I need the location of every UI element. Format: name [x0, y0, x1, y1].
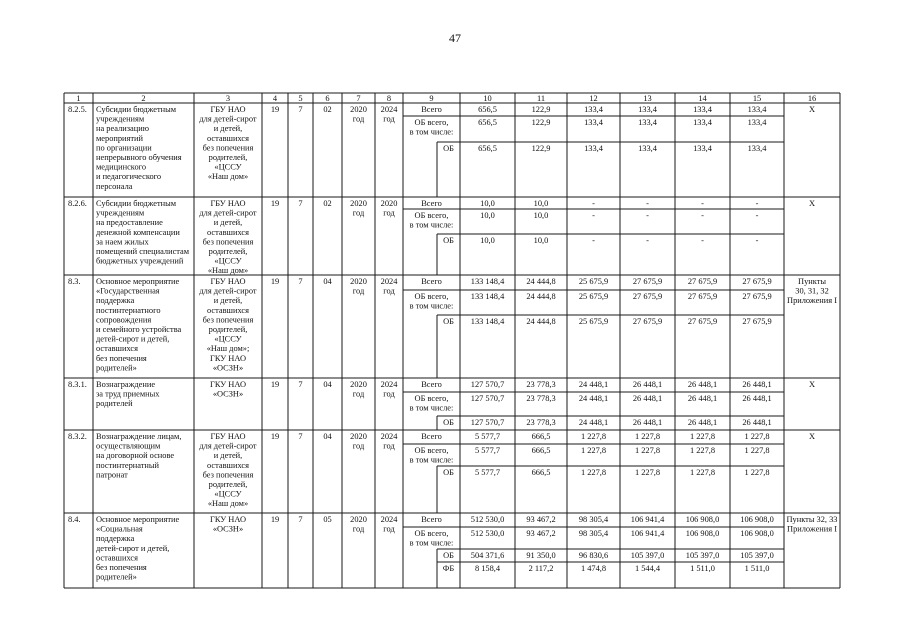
funding-value: 122,9: [531, 118, 551, 127]
funding-value: 8 158,4: [474, 564, 501, 573]
row-end-year: год: [383, 389, 395, 399]
row-name: поддержка: [96, 296, 135, 306]
funding-label: в том числе:: [409, 220, 454, 230]
funding-value: 105 397,0: [630, 551, 665, 560]
column-number-header: 6: [325, 94, 330, 103]
funding-value: 26 448,1: [687, 418, 718, 427]
funding-label: Всего: [421, 515, 442, 524]
row-executor: для детей-сирот: [199, 286, 257, 296]
row-start-year: год: [352, 114, 365, 124]
row-name: Вознаграждение лицам,: [96, 432, 182, 441]
funding-value: 10,0: [533, 211, 549, 220]
funding-value: 133,4: [693, 105, 712, 114]
funding-value: 122,9: [531, 144, 551, 153]
row-col6: 04: [323, 277, 332, 286]
column-number-header: 9: [429, 94, 434, 103]
row-start-year: год: [352, 441, 365, 451]
funding-value: 24 448,1: [578, 394, 609, 403]
funding-value: -: [701, 236, 704, 245]
row-name: детей-сирот и детей,: [96, 543, 170, 553]
row-col6: 04: [323, 432, 332, 441]
funding-label: Всего: [421, 380, 442, 389]
row-name: по организации: [96, 143, 152, 153]
funding-value: 1 511,0: [690, 564, 715, 573]
funding-value: 133,4: [747, 105, 767, 114]
funding-value: 1 227,8: [744, 432, 770, 441]
column-number-header: 5: [298, 94, 303, 103]
funding-value: 1 227,8: [580, 446, 607, 455]
row-name: без попечения: [96, 353, 147, 363]
row-executor: «ОСЗН»: [212, 363, 244, 373]
row-col4: 19: [270, 199, 280, 208]
funding-value: 133,4: [638, 105, 657, 114]
row-name: Вознаграждение: [96, 380, 156, 389]
funding-label: ОБ: [443, 317, 454, 326]
row-executor: «Наш дом»: [207, 499, 249, 509]
row-end-year: 2024: [380, 380, 398, 389]
funding-value: 127 570,7: [470, 380, 505, 389]
row-note: Х: [808, 105, 816, 114]
funding-value: 24 444,8: [526, 277, 556, 286]
row-name: Основное мероприятие: [96, 277, 180, 286]
funding-value: 1 227,8: [689, 468, 716, 477]
funding-value: -: [646, 211, 649, 220]
column-number-header: 11: [536, 94, 546, 103]
funding-value: 27 675,9: [687, 292, 718, 301]
row-executor: родителей,: [208, 480, 248, 489]
funding-value: 512 530,0: [470, 515, 505, 524]
funding-value: 24 444,8: [526, 317, 556, 326]
funding-value: 666,5: [531, 446, 551, 455]
funding-value: -: [592, 211, 595, 220]
funding-value: 1 227,8: [634, 432, 661, 441]
row-executor: без попечения: [202, 237, 254, 247]
row-col4: 19: [270, 105, 280, 114]
funding-value: 23 778,3: [526, 380, 556, 389]
row-end-year: год: [383, 524, 395, 534]
funding-label: в том числе:: [409, 403, 454, 413]
row-name: родителей»: [96, 572, 137, 582]
column-number-header: 2: [141, 94, 146, 103]
row-col5: 7: [298, 105, 303, 114]
row-col5: 7: [298, 432, 303, 441]
funding-value: -: [701, 199, 704, 208]
row-note: Х: [808, 432, 816, 441]
row-name: постинтернатного: [96, 305, 161, 315]
funding-value: 1 474,8: [580, 564, 607, 573]
funding-value: 133,4: [584, 118, 603, 127]
row-name: за труд приемных: [96, 389, 160, 399]
table-grid: [64, 93, 840, 588]
table-cells: [68, 94, 838, 582]
funding-value: 98 305,4: [578, 515, 609, 524]
row-name: оставшихся: [96, 553, 138, 563]
row-name: родителей»: [96, 363, 137, 373]
funding-label: ОБ всего,: [414, 211, 449, 220]
row-executor: для детей-сирот: [199, 441, 257, 451]
column-number-header: 16: [807, 94, 817, 103]
funding-value: 25 675,9: [578, 277, 609, 286]
funding-value: 24 444,8: [526, 292, 556, 301]
row-name: детей-сирот и детей,: [96, 334, 170, 344]
row-col5: 7: [298, 199, 303, 208]
funding-value: 1 544,4: [634, 564, 661, 573]
funding-value: 133 148,4: [470, 317, 505, 326]
funding-value: 27 675,9: [687, 317, 718, 326]
funding-value: -: [592, 199, 595, 208]
funding-value: 93 467,2: [526, 515, 556, 524]
row-name: учреждениям: [96, 114, 145, 124]
funding-value: 27 675,9: [742, 292, 772, 301]
funding-value: 26 448,1: [632, 394, 663, 403]
funding-value: 133,4: [638, 144, 657, 153]
funding-value: 504 371,6: [470, 551, 505, 560]
column-number-header: 15: [752, 94, 762, 103]
funding-value: 106 908,0: [685, 515, 720, 524]
row-executor: родителей,: [208, 247, 248, 256]
row-end-year: год: [383, 114, 395, 124]
funding-value: 1 511,0: [744, 564, 770, 573]
row-start-year: год: [352, 389, 365, 399]
row-start-year: 2020: [350, 199, 367, 208]
row-executor: «ЦССУ: [214, 256, 242, 266]
column-number-header: 8: [386, 94, 392, 103]
funding-value: 133,4: [693, 144, 712, 153]
row-note: Приложения I: [787, 524, 837, 534]
row-name: оставшихся: [96, 344, 138, 354]
row-end-year: 2024: [380, 432, 398, 441]
funding-value: 133,4: [747, 144, 767, 153]
funding-label: ОБ всего,: [414, 292, 449, 301]
row-end-year: 2020: [380, 199, 398, 208]
row-executor: без попечения: [202, 143, 254, 153]
funding-label: ОБ всего,: [414, 529, 449, 538]
column-number-header: 10: [483, 94, 492, 103]
funding-label: в том числе:: [409, 301, 454, 311]
row-name: осуществляющим: [96, 441, 161, 451]
funding-value: 10,0: [480, 199, 495, 208]
row-end-year: 2024: [380, 515, 398, 524]
funding-label: ОБ всего,: [414, 118, 449, 127]
row-executor: и детей,: [213, 124, 243, 134]
row-name: учреждениям: [96, 208, 145, 218]
funding-value: 27 675,9: [632, 277, 663, 286]
funding-value: 106 908,0: [685, 529, 720, 538]
column-number-header: 7: [356, 94, 361, 103]
funding-value: 105 397,0: [685, 551, 720, 560]
funding-value: 512 530,0: [470, 529, 505, 538]
funding-value: 10,0: [480, 211, 495, 220]
row-executor: родителей,: [208, 153, 248, 162]
row-name: Основное мероприятие: [96, 515, 180, 524]
funding-value: 26 448,1: [742, 394, 772, 403]
funding-value: 5 577,7: [474, 446, 501, 455]
row-note: 30, 31, 32: [795, 286, 829, 296]
funding-value: 23 778,3: [526, 418, 556, 427]
row-col4: 19: [270, 515, 280, 524]
funding-value: 26 448,1: [687, 394, 718, 403]
row-executor: ГБУ НАО: [210, 432, 246, 441]
row-code: 8.4.: [68, 515, 81, 524]
funding-value: 93 467,2: [526, 529, 556, 538]
row-name: Субсидии бюджетным: [96, 199, 177, 208]
row-executor: оставшихся: [207, 133, 249, 143]
row-executor: «ОСЗН»: [212, 524, 244, 534]
column-number-header: 13: [643, 94, 652, 103]
column-number-header: 12: [589, 94, 598, 103]
funding-value: 24 448,1: [578, 418, 609, 427]
funding-value: 10,0: [533, 199, 549, 208]
row-col5: 7: [298, 380, 303, 389]
funding-label: Всего: [421, 277, 442, 286]
row-note: Пункты 32, 33: [786, 515, 838, 524]
funding-value: 10,0: [533, 236, 549, 245]
funding-label: в том числе:: [409, 455, 454, 465]
funding-label: ОБ: [443, 468, 454, 477]
row-end-year: год: [383, 441, 395, 451]
row-executor: «ОСЗН»: [212, 389, 244, 399]
funding-value: 91 350,0: [526, 551, 556, 560]
funding-value: -: [592, 236, 595, 245]
row-executor: «Наш дом»;: [206, 344, 250, 354]
row-start-year: 2020: [350, 277, 367, 286]
funding-value: 27 675,9: [742, 317, 772, 326]
row-name: постинтернатный: [96, 460, 160, 470]
row-name: бюджетных учреждений: [96, 256, 184, 266]
row-executor: родителей,: [208, 325, 248, 334]
row-name: «Государственная: [96, 286, 160, 296]
row-col4: 19: [270, 380, 280, 389]
funding-value: 25 675,9: [578, 292, 609, 301]
row-col6: 04: [323, 380, 332, 389]
row-col5: 7: [298, 277, 303, 286]
funding-value: 656,5: [478, 118, 497, 127]
funding-value: 27 675,9: [632, 292, 663, 301]
row-col6: 02: [323, 199, 332, 208]
row-name: «Социальная: [96, 524, 143, 534]
funding-value: 656,5: [478, 105, 497, 114]
row-col6: 05: [323, 515, 332, 524]
funding-value: -: [646, 199, 649, 208]
funding-value: 1 227,8: [580, 432, 607, 441]
funding-value: 2 117,2: [528, 564, 554, 573]
funding-value: 26 448,1: [632, 418, 663, 427]
row-name: денежной компенсации: [96, 227, 180, 237]
row-executor: без попечения: [202, 315, 254, 325]
row-start-year: год: [352, 208, 365, 218]
column-number-header: 14: [698, 94, 707, 103]
funding-value: 27 675,9: [742, 277, 772, 286]
row-name: помещений специалистам: [96, 247, 190, 256]
row-start-year: 2020: [350, 515, 367, 524]
funding-value: 1 227,8: [744, 446, 770, 455]
funding-value: 133 148,4: [470, 292, 505, 301]
row-executor: и детей,: [213, 296, 243, 306]
funding-value: 24 448,1: [578, 380, 609, 389]
funding-value: 127 570,7: [470, 418, 505, 427]
funding-value: 26 448,1: [632, 380, 663, 389]
row-name: мероприятий: [96, 133, 144, 143]
funding-value: 1 227,8: [689, 446, 716, 455]
funding-label: Всего: [421, 105, 442, 114]
funding-value: 122,9: [531, 105, 551, 114]
row-start-year: 2020: [350, 380, 367, 389]
row-name: персонала: [96, 181, 133, 191]
row-note: Пункты: [798, 277, 826, 286]
row-executor: и детей,: [213, 451, 243, 461]
row-executor: ГКУ НАО: [209, 353, 247, 363]
row-name: на договорной основе: [96, 451, 175, 461]
row-note: Х: [808, 199, 816, 208]
row-name: непрерывного обучения: [96, 153, 182, 162]
row-executor: и детей,: [213, 218, 243, 228]
row-name: сопровождения: [96, 315, 152, 325]
funding-value: 26 448,1: [687, 380, 718, 389]
funding-value: 656,5: [478, 144, 497, 153]
row-name: Субсидии бюджетным: [96, 105, 177, 114]
funding-value: 106 941,4: [630, 515, 665, 524]
page-number: 47: [449, 31, 461, 45]
row-end-year: год: [383, 208, 395, 218]
funding-value: 23 778,3: [526, 394, 556, 403]
funding-label: ОБ: [443, 144, 454, 153]
funding-value: 1 227,8: [689, 432, 716, 441]
row-start-year: год: [352, 286, 365, 296]
row-executor: ГБУ НАО: [210, 277, 246, 286]
row-end-year: 2024: [380, 105, 398, 114]
funding-value: 133,4: [638, 118, 657, 127]
row-name: поддержка: [96, 534, 135, 544]
row-name: на предоставление: [96, 218, 163, 228]
funding-value: 5 577,7: [474, 432, 501, 441]
row-executor: для детей-сирот: [199, 208, 257, 218]
funding-value: 98 305,4: [578, 529, 609, 538]
row-code: 8.3.: [68, 277, 81, 286]
funding-value: 133,4: [584, 144, 603, 153]
funding-value: 1 227,8: [744, 468, 770, 477]
row-name: на реализацию: [96, 124, 149, 134]
funding-value: 27 675,9: [632, 317, 663, 326]
row-executor: оставшихся: [207, 227, 249, 237]
funding-label: Всего: [421, 432, 442, 441]
row-name: без попечения: [96, 563, 147, 572]
row-start-year: 2020: [350, 105, 367, 114]
funding-label: ОБ: [443, 236, 454, 245]
funding-value: 133,4: [584, 105, 603, 114]
funding-value: -: [646, 236, 649, 245]
funding-value: -: [701, 211, 704, 220]
row-start-year: год: [352, 524, 365, 534]
row-name: за наем жилых: [96, 237, 149, 247]
row-name: и семейного устройства: [96, 325, 182, 334]
column-number-header: 1: [76, 94, 81, 103]
funding-label: ФБ: [442, 564, 455, 573]
funding-value: 133,4: [693, 118, 712, 127]
funding-value: 10,0: [480, 236, 495, 245]
funding-value: 1 227,8: [634, 468, 661, 477]
row-code: 8.3.2.: [68, 432, 87, 441]
funding-value: 666,5: [531, 432, 551, 441]
row-executor: «Наш дом»: [207, 266, 249, 276]
funding-label: ОБ: [443, 551, 454, 560]
row-name: медицинского: [96, 162, 147, 172]
funding-value: 127 570,7: [470, 394, 505, 403]
funding-value: 666,5: [531, 468, 551, 477]
row-name: патронат: [96, 470, 128, 480]
funding-value: -: [755, 236, 759, 245]
funding-label: в том числе:: [409, 538, 454, 548]
row-col6: 02: [323, 105, 332, 114]
column-number-header: 4: [272, 94, 278, 103]
row-executor: оставшихся: [207, 305, 249, 315]
funding-value: 133,4: [747, 118, 767, 127]
row-executor: ГКУ НАО: [209, 380, 247, 389]
row-executor: «Наш дом»: [207, 172, 249, 182]
funding-value: 26 448,1: [742, 418, 772, 427]
funding-value: 26 448,1: [742, 380, 772, 389]
row-start-year: 2020: [350, 432, 367, 441]
row-note: Приложения I: [787, 296, 837, 306]
row-executor: ГБУ НАО: [210, 199, 246, 208]
row-code: 8.2.6.: [68, 199, 87, 208]
funding-value: 105 397,0: [740, 551, 774, 560]
funding-label: в том числе:: [409, 127, 454, 137]
funding-label: ОБ: [443, 418, 454, 427]
row-note: Х: [808, 380, 816, 389]
funding-value: 106 941,4: [630, 529, 665, 538]
funding-value: 27 675,9: [687, 277, 718, 286]
row-executor: оставшихся: [207, 460, 249, 470]
funding-label: ОБ всего,: [414, 446, 449, 455]
row-col4: 19: [270, 432, 280, 441]
funding-value: -: [755, 211, 759, 220]
funding-value: -: [755, 199, 759, 208]
row-executor: ГБУ НАО: [210, 105, 246, 114]
row-executor: ГКУ НАО: [209, 515, 247, 524]
row-executor: «ЦССУ: [214, 334, 242, 344]
row-name: и педагогического: [96, 172, 162, 182]
funding-value: 5 577,7: [474, 468, 501, 477]
funding-value: 106 908,0: [740, 515, 774, 524]
row-executor: «ЦССУ: [214, 489, 242, 499]
column-number-header: 3: [225, 94, 231, 103]
row-end-year: год: [383, 286, 395, 296]
funding-label: ОБ всего,: [414, 394, 449, 403]
row-col4: 19: [270, 277, 280, 286]
funding-label: Всего: [421, 199, 442, 208]
funding-value: 133 148,4: [470, 277, 505, 286]
row-code: 8.3.1.: [68, 380, 87, 389]
row-code: 8.2.5.: [68, 105, 87, 114]
row-name: родителей: [96, 399, 133, 409]
row-end-year: 2024: [380, 277, 398, 286]
row-executor: для детей-сирот: [199, 114, 257, 124]
funding-value: 96 830,6: [578, 551, 609, 560]
row-executor: без попечения: [202, 470, 254, 480]
funding-value: 25 675,9: [578, 317, 609, 326]
row-col5: 7: [298, 515, 303, 524]
row-executor: «ЦССУ: [214, 162, 242, 172]
funding-value: 1 227,8: [580, 468, 607, 477]
funding-value: 1 227,8: [634, 446, 661, 455]
funding-value: 106 908,0: [740, 529, 774, 538]
